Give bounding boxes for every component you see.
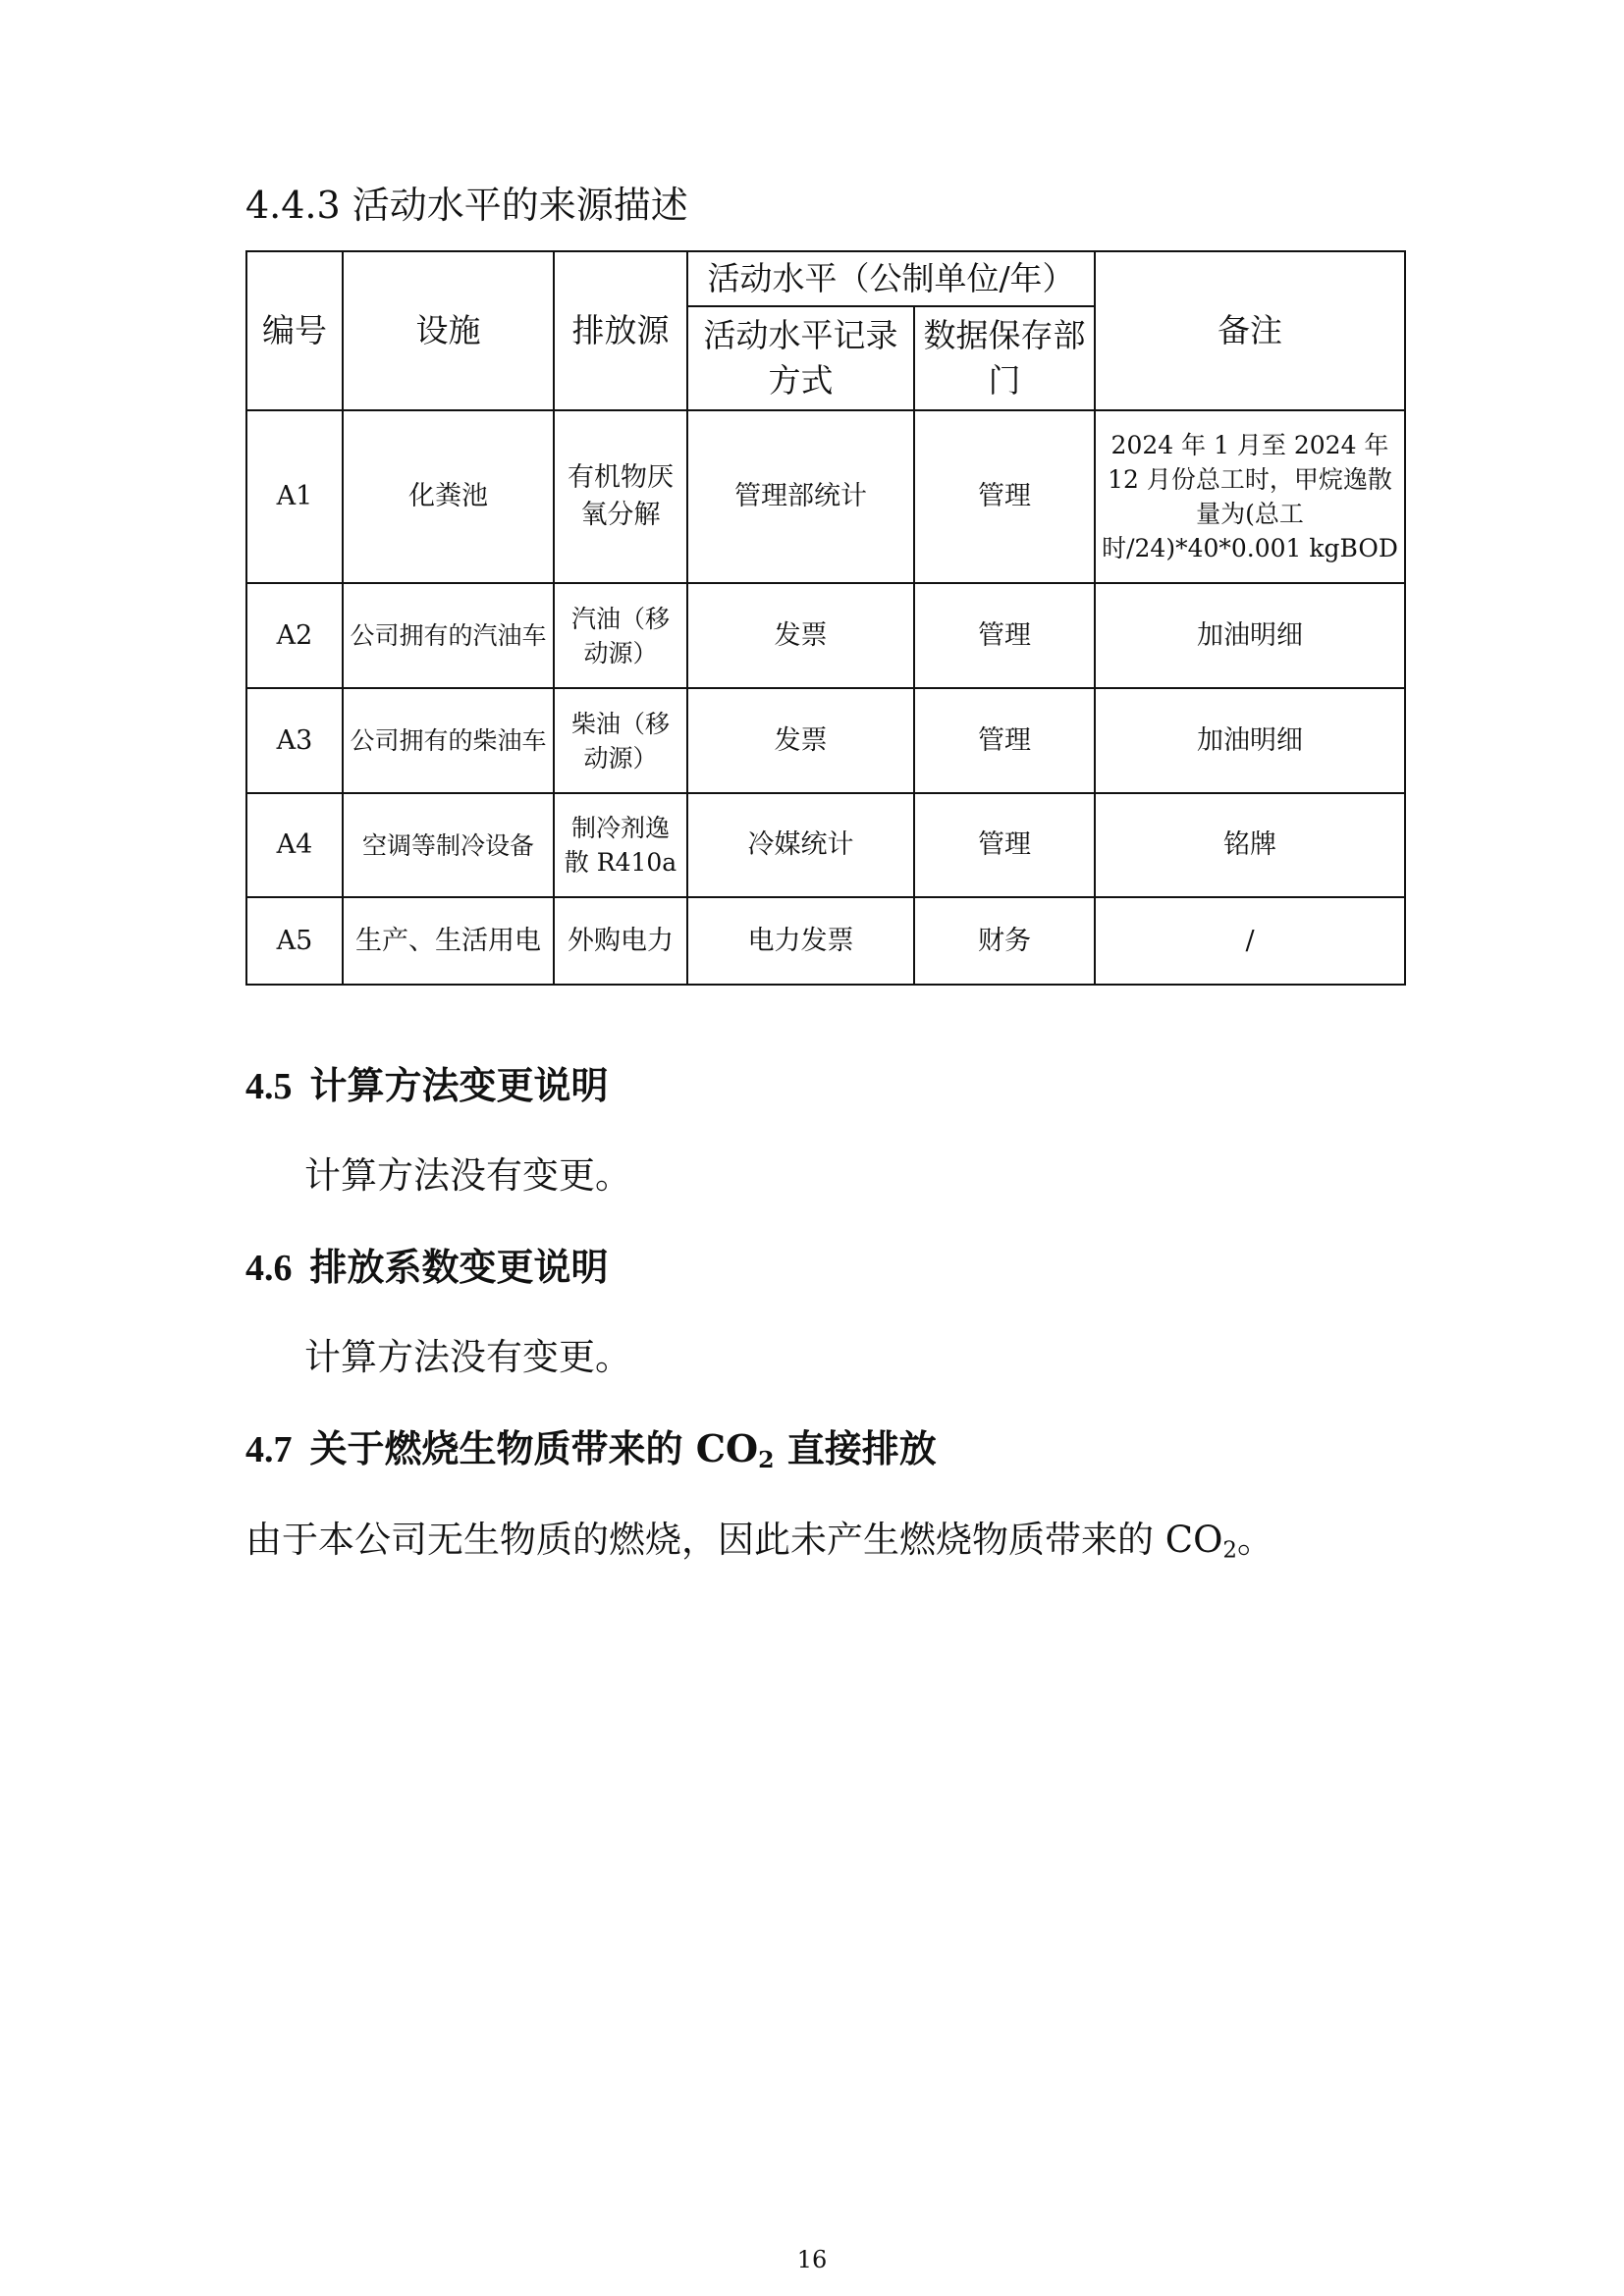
section-4-7-body — [245, 1510, 1273, 1564]
section-title: 排放系数变更说明 — [309, 1245, 609, 1289]
cell-remark: / — [1095, 897, 1405, 985]
header-activity-group: 活动水平（公制单位/年） — [687, 251, 1095, 306]
cell-remark: 铭牌 — [1095, 793, 1405, 897]
table-row — [246, 688, 1405, 793]
cell-facility: 化粪池 — [343, 410, 554, 583]
subscript-2: 2 — [758, 1445, 775, 1473]
table-row — [246, 793, 1405, 897]
section-number: 4.7 — [245, 1429, 293, 1470]
cell-no: A2 — [246, 583, 343, 688]
cell-facility: 空调等制冷设备 — [343, 793, 554, 897]
header-dept: 数据保存部门 — [914, 306, 1095, 410]
header-facility: 设施 — [343, 251, 554, 410]
section-number: 4.5 — [245, 1066, 293, 1107]
cell-source: 柴油（移动源） — [554, 688, 687, 793]
header-no: 编号 — [246, 251, 343, 410]
cell-dept: 管理 — [914, 410, 1095, 583]
section-heading-4-6 — [245, 1237, 609, 1291]
cell-facility: 公司拥有的柴油车 — [343, 688, 554, 793]
body-text-pre: 由于本公司无生物质的燃烧，因此未产生燃烧物质带来的 CO — [245, 1519, 1223, 1561]
cell-dept: 管理 — [914, 793, 1095, 897]
cell-record: 管理部统计 — [687, 410, 914, 583]
cell-dept: 管理 — [914, 583, 1095, 688]
activity-source-table — [245, 250, 1406, 986]
body-text-post: 。 — [1237, 1519, 1273, 1561]
cell-record: 电力发票 — [687, 897, 914, 985]
cell-facility: 公司拥有的汽油车 — [343, 583, 554, 688]
header-source: 排放源 — [554, 251, 687, 410]
subscript-2: 2 — [1222, 1537, 1237, 1564]
section-title-pre: 关于燃烧生物质带来的 CO — [309, 1426, 759, 1470]
table-row — [246, 897, 1405, 985]
cell-record: 发票 — [687, 583, 914, 688]
cell-remark: 2024 年 1 月至 2024 年 12 月份总工时，甲烷逸散量为(总工时/24)*40*0.001 kgBOD — [1095, 410, 1405, 583]
cell-source: 制冷剂逸散 R410a — [554, 793, 687, 897]
section-number: 4.6 — [245, 1248, 293, 1289]
cell-remark: 加油明细 — [1095, 583, 1405, 688]
page-number: 16 — [796, 2246, 828, 2273]
header-record-method: 活动水平记录方式 — [687, 306, 914, 410]
cell-source: 外购电力 — [554, 897, 687, 985]
table-row — [246, 410, 1405, 583]
cell-source: 汽油（移动源） — [554, 583, 687, 688]
section-4-5-body: 计算方法没有变更。 — [304, 1154, 631, 1197]
cell-no: A5 — [246, 897, 343, 985]
section-heading-4-7 — [245, 1418, 937, 1473]
header-remark: 备注 — [1095, 251, 1405, 410]
section-heading-4-5 — [245, 1055, 609, 1109]
section-heading-4-4-3: 4.4.3 活动水平的来源描述 — [245, 184, 688, 227]
cell-dept: 财务 — [914, 897, 1095, 985]
cell-record: 冷媒统计 — [687, 793, 914, 897]
cell-facility: 生产、生活用电 — [343, 897, 554, 985]
table-row — [246, 583, 1405, 688]
section-title: 计算方法变更说明 — [309, 1063, 609, 1107]
cell-no: A4 — [246, 793, 343, 897]
section-4-6-body: 计算方法没有变更。 — [304, 1336, 631, 1378]
section-title-post: 直接排放 — [774, 1426, 937, 1470]
cell-no: A1 — [246, 410, 343, 583]
cell-remark: 加油明细 — [1095, 688, 1405, 793]
cell-no: A3 — [246, 688, 343, 793]
cell-source: 有机物厌氧分解 — [554, 410, 687, 583]
cell-dept: 管理 — [914, 688, 1095, 793]
cell-record: 发票 — [687, 688, 914, 793]
